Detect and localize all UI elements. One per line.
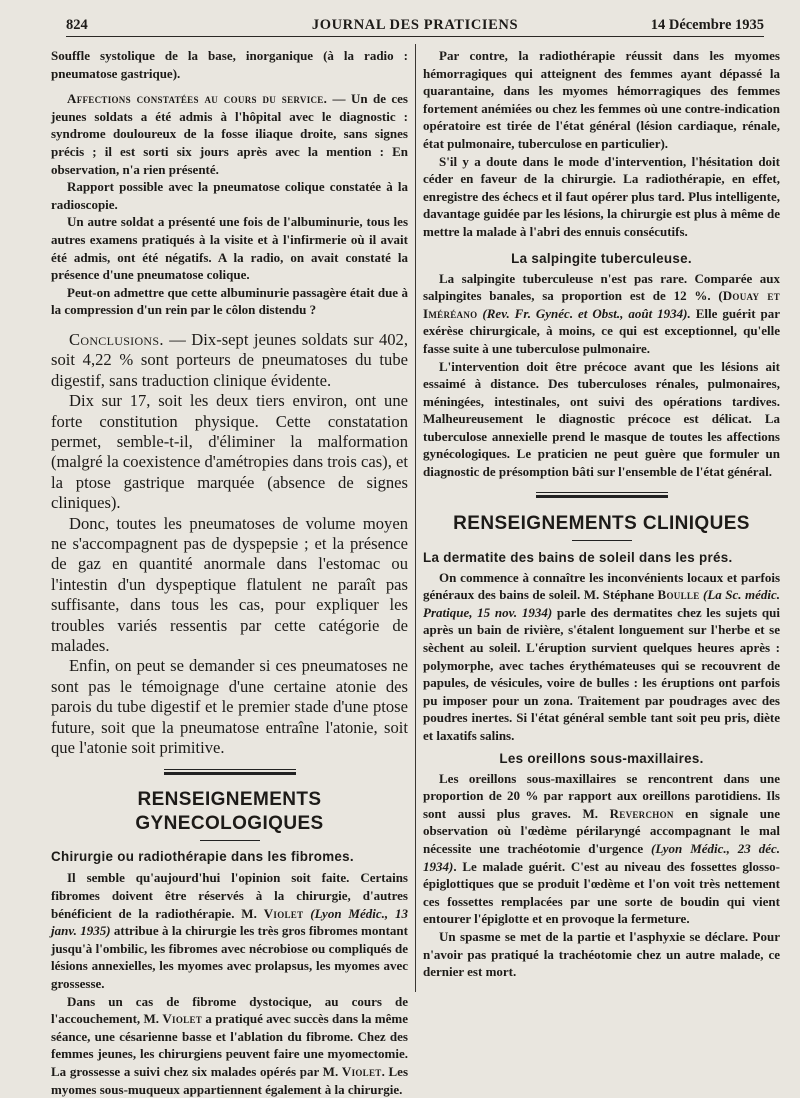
text-run: Elle guérit par exérèse chirurgicale, à moins, ce qui est exceptionnel, qu'elle fasse suite à une tuberculose pulmonaire. [423,305,780,356]
author-name: Boulle [657,587,700,603]
paragraph [51,330,408,391]
paragraph: Dix sur 17, soit les deux tiers environ, ont une forte constitution physique. Cette constatation permet, semble-t-il, d'éliminer la malformation (malgré la coexistence d'amétropies dans trois cas), et la ptose gastrique marquée (absence de signes cliniques). [51,391,408,513]
radiotherapy-continuation [423,47,780,241]
rule-thin [164,769,296,770]
text-run: Les oreillons sous-maxillaires se rencontrent dans une proportion de 20 % par rapport aux oreillons parotidiens. Ils sont aussi plus graves. M. [423,770,780,821]
conclusions-block [51,330,408,759]
text-run: a pratiqué avec succès dans la même séance, une césarienne basse et l'ablation du fibrome. Chez des femmes jeunes, les chirurgiens peuvent faire une myomectomie. La grossesse a suivi chez six malades opérés par M. [51,1011,408,1079]
author-name: Violet [263,905,304,921]
paragraph-text: — Dix-sept jeunes soldats sur 402, soit 4,22 % sont porteurs de pneumatoses du tube digestif, sans traduction clinique évidente. [51,329,408,390]
title-underline [572,540,632,541]
reference: (La Sc. médic. Pratique, 15 nov. 1934) [423,587,780,620]
section-title: RENSEIGNEMENTS CLINIQUES [453,512,750,534]
paragraph: S'il y a doute dans le mode d'intervention, l'hésitation doit céder en faveur de la chirurgie. La radiothérapie, en effet, enregistre des échecs et il faut opérer plus tard. Plus intelligente, davantage guidée par les lésions, la chirurgie est plus à même de mettre la malade à l'abri des ennuis consécutifs. [423,153,780,239]
reference: (Rev. Fr. Gynéc. et Obst., août 1934). [477,305,691,321]
paragraph [423,770,780,928]
paragraph: Enfin, on peut se demander si ces pneumatoses ne sont pas le témoignage d'une certaine atonie des parois du tube digestif et le premier stade d'une ptose future, soit que la pneumatose entraîne l'atonie, soit que l'atonie soit primitive. [51,656,408,758]
column-divider [415,44,416,992]
text-run: . Les myomes sous-muqueux appartiennent également à la chirurgie. [51,1063,409,1097]
article-subheading: La salpingite tuberculeuse. [511,250,692,266]
author-name: Violet [162,1011,203,1027]
gyneco-article [51,869,408,1098]
paragraph: Peut-on admettre que cette albuminurie passagère était due à la compression d'un rein par le côlon distendu ? [51,284,408,318]
section-separator [423,492,780,498]
text-run: . Le malade guérit. C'est au niveau des fossettes glosso-épiglottiques que se produit l'œdème et l'on voit très nettement ces fossettes remplacées par une sorte de boudin qui vient entourer l'épiglotte et en provoque la fermeture. [423,858,780,927]
text-run: Il semble qu'aujourd'hui l'opinion soit faite. Certains fibromes doivent être réservés à la chirurgie, d'autres bénéficient de la radiothérapie. M. [51,870,408,921]
journal-title: JOURNAL DES PRATICIENS [311,17,519,33]
reference: (Lyon Médic., 23 déc. 1934) [423,840,780,874]
paragraph: L'intervention doit être précoce avant que les lésions ait essaimé à distance. Des tuberculoses rénales, pulmonaires, méningées, intestinales, ont suivi des opérations tardives. Malheureusement le diagnostic précoce est délicat. La tuberculose annexielle prend le masque de toutes les affections gynécologiques. Le praticien ne peut guère que formuler un diagnostic de présomption bâti sur l'ensemble de l'état général. [423,358,780,480]
text-run: attribue à la chirurgie les très gros fibromes montant jusqu'à l'ombilic, les fibromes avec nécrobiose ou compliqués de lésions annexielles, les myomes avec prolapsus, les myomes avec grossesse. [51,923,408,991]
text-run: La salpingite tuberculeuse n'est pas rare. Comparée aux salpingites banales, sa proportion est de 12 %. ( [423,270,780,304]
paragraph [51,869,408,992]
paragraph: Souffle systolique de la base, inorganique (à la radio : pneumatose gastrique). [51,48,408,81]
reference: (Lyon Médic., 13 janv. 1935) [51,905,409,939]
paragraph: Un spasme se met de la partie et l'asphyxie se déclare. Pour n'avoir pas pratiqué la trachéotomie chez un autre malade, ce dernier est mort. [423,928,780,980]
oreillons-article [423,770,780,981]
text-run: parle des dermatites chez les sujets qui après un bain de rivière, s'étalent longuement sur l'herbe et se sèchent au soleil. L'éruption survient quelques heures après : polymorphe, avec taches érythémateuses qui se recouvrent de papules, de vésicules, voire de bulles : les éruptions ont parfois pu imposer pour un zona. Traitement par poudrages avec des poudres inertes. Si l'état général semble tant soit peu pris, diète et laxatifs salins. [423,604,780,743]
right-column [423,47,780,981]
section-title: RENSEIGNEMENTS GYNECOLOGIQUES [135,789,324,835]
title-underline [200,840,260,841]
paragraph [423,270,780,358]
observations-block [51,47,408,319]
text-run: en signale une observation où l'œdème périlaryngé accompagnant le mal nécessite une trachéotomie d'urgence [423,805,781,856]
article-subheading: Les oreillons sous-maxillaires. [499,750,704,766]
article-subheading: La dermatite des bains de soleil dans les prés. [423,549,733,565]
article-subheading: Chirurgie ou radiothérapie dans les fibromes. [51,849,354,865]
rule-thin [536,492,668,493]
paragraph [51,993,408,1098]
page-number: 824 [66,17,88,33]
inline-label: Conclusions. [69,329,164,349]
author-name: Reverchon [609,805,674,821]
text-run: Dans un cas de fibrome dystocique, au cours de l'accouchement, M. [51,993,408,1027]
paragraph: Par contre, la radiothérapie réussit dans les myomes hémorragiques qui atteignent des femmes ayant dépassé la quarantaine, dans les myomes hémorragiques des femmes fortement anémiées ou chez les femmes où une contre-indication opératoire est tirée de l'état général (lésion cardiaque, rénale, état pulmonaire, tuberculose en particulier). [423,48,780,151]
salpingite-article [423,270,780,481]
paragraph [423,569,780,745]
paragraph [51,90,408,178]
dermatite-article [423,569,780,745]
section-separator [51,769,408,775]
page-header [66,14,764,37]
author-name: Douay et Iméréano [423,288,780,321]
issue-date: 14 Décembre 1935 [650,17,764,33]
text-run: On commence à connaître les inconvénients locaux et parfois généraux des bains de soleil. M. Stéphane [423,569,780,603]
paragraph-text: — Un de ces jeunes soldats a été admis à l'hôpital avec le diagnostic : syndrome douloureux de la fosse iliaque droite, sans signes précis ; il est sorti six jours après avec la mention : En observation, n'a rien présenté. [51,91,408,177]
author-name: Violet [341,1063,382,1079]
inline-label: Affections constatées au cours du service. [67,91,328,107]
left-column [51,47,408,1098]
paragraph: Un autre soldat a présenté une fois de l'albuminurie, tous les autres examens pratiqués à la visite et à l'infirmerie où il avait été admis, ont été négatifs. A la radio, on avait constaté la présence d'une pneumatose colique. [51,214,408,283]
paragraph: Rapport possible avec la pneumatose colique constatée à la radioscopie. [51,179,408,212]
paragraph: Donc, toutes les pneumatoses de volume moyen ne s'accompagnent pas de dyspepsie ; et la présence de gaz en quantité anormale dans l'estomac ou l'intestin d'un dyspeptique flatulent ne paraît pas suffisante, dans tous les cas, pour expliquer les troubles variés ressentis par cette catégorie de malades. [51,513,408,655]
rule-thick [164,772,296,775]
rule-thick [536,495,668,498]
